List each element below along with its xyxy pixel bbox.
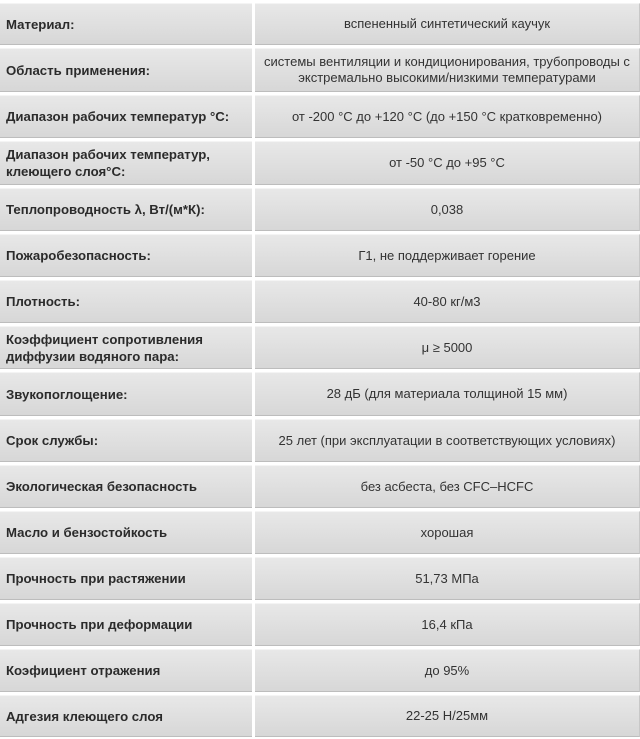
row-value: системы вентиляции и кондиционирования, трубопроводы с экстремально высокими/низкими температурами [255, 48, 640, 92]
row-value: без асбеста, без CFC–HCFC [255, 465, 640, 508]
row-value: 25 лет (при эксплуатации в соответствующих условиях) [255, 419, 640, 462]
row-label: Материал: [0, 3, 252, 45]
row-value: 51,73 МПа [255, 557, 640, 600]
table-row [0, 3, 640, 45]
row-value: 28 дБ (для материала толщиной 15 мм) [255, 372, 640, 416]
row-label: Диапазон рабочих температур °С: [0, 95, 252, 138]
row-label: Теплопроводность λ, Вт/(м*К): [0, 188, 252, 231]
row-label: Адгезия клеющего слоя [0, 695, 252, 737]
row-label: Коэффициент сопротивления диффузии водяного пара: [0, 326, 252, 369]
row-value: 0,038 [255, 188, 640, 231]
row-label: Срок службы: [0, 419, 252, 462]
row-value: вспененный синтетический каучук [255, 3, 640, 45]
row-label: Коэфициент отражения [0, 649, 252, 692]
table-row [0, 557, 640, 600]
table-row [0, 234, 640, 277]
table-row [0, 465, 640, 508]
table-row [0, 48, 640, 92]
row-label: Прочность при растяжении [0, 557, 252, 600]
table-row [0, 695, 640, 737]
table-row [0, 280, 640, 323]
row-value: от -50 °С до +95 °С [255, 141, 640, 185]
row-label: Плотность: [0, 280, 252, 323]
table-row [0, 95, 640, 138]
table-row [0, 603, 640, 646]
row-label: Пожаробезопасность: [0, 234, 252, 277]
table-row [0, 419, 640, 462]
row-value: μ ≥ 5000 [255, 326, 640, 369]
row-value: 40-80 кг/м3 [255, 280, 640, 323]
row-value: от -200 °С до +120 °С (до +150 °С кратковременно) [255, 95, 640, 138]
row-label: Область применения: [0, 48, 252, 92]
row-label: Прочность при деформации [0, 603, 252, 646]
table-row [0, 188, 640, 231]
table-row [0, 326, 640, 369]
row-label: Диапазон рабочих температур, клеющего слоя°С: [0, 141, 252, 185]
table-row [0, 141, 640, 185]
row-label: Экологическая безопасность [0, 465, 252, 508]
row-value: до 95% [255, 649, 640, 692]
row-value: Г1, не поддерживает горение [255, 234, 640, 277]
row-value: 16,4 кПа [255, 603, 640, 646]
table-row [0, 649, 640, 692]
row-value: хорошая [255, 511, 640, 554]
row-label: Масло и бензостойкость [0, 511, 252, 554]
table-row [0, 511, 640, 554]
row-label: Звукопоглощение: [0, 372, 252, 416]
row-value: 22-25 Н/25мм [255, 695, 640, 737]
table-row [0, 372, 640, 416]
